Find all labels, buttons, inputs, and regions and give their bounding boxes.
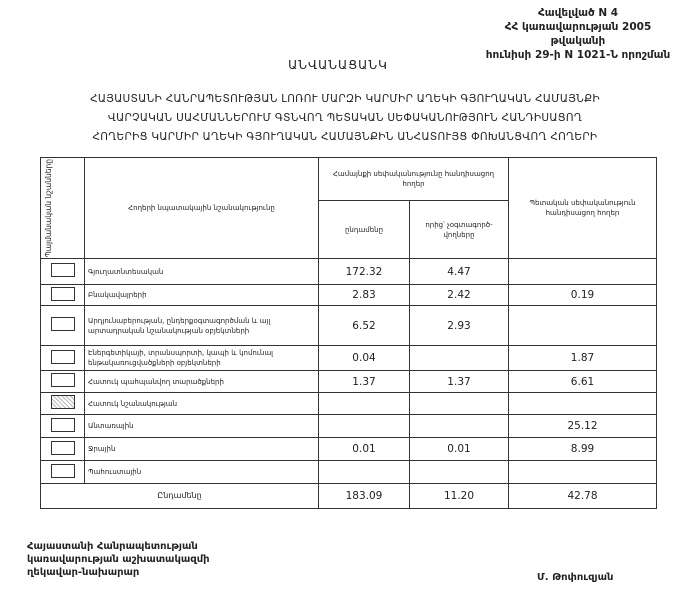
header-symbols [41, 158, 85, 259]
table-row [41, 461, 657, 484]
legend-symbol-cell [41, 371, 85, 393]
signatory-position [27, 540, 210, 579]
totals-state: 42.78 [509, 484, 657, 509]
row-unused: 2.93 [410, 306, 509, 346]
legend-symbol-cell [41, 438, 85, 461]
header-community: Համայնքի սեփականությունը հանդիսացող հողեր [319, 158, 509, 201]
row-total: 172.32 [319, 259, 410, 285]
table-row [41, 306, 657, 346]
totals-unused: 11.20 [410, 484, 509, 509]
position-line: Հայաստանի Հանրապետության [27, 541, 198, 552]
row-state: 25.12 [509, 415, 657, 438]
legend-symbol-cell [41, 285, 85, 306]
row-state: 1.87 [509, 346, 657, 371]
table-row [41, 285, 657, 306]
row-total [319, 393, 410, 415]
row-label: Պահուստային [85, 461, 319, 484]
row-total: 0.04 [319, 346, 410, 371]
table-row [41, 415, 657, 438]
row-total: 6.52 [319, 306, 410, 346]
legend-symbol-icon [51, 418, 75, 432]
legend-symbol-cell [41, 393, 85, 415]
document-subtitle [30, 90, 660, 147]
legend-symbol-icon [51, 317, 75, 331]
row-unused: 2.42 [410, 285, 509, 306]
table-row [41, 371, 657, 393]
header-line: հունիսի 29-ի N 1021-Ն որոշման [485, 49, 671, 61]
row-state [509, 259, 657, 285]
totals-label: Ընդամենը [41, 484, 319, 509]
row-unused [410, 461, 509, 484]
row-unused [410, 415, 509, 438]
row-state [509, 393, 657, 415]
appendix-header [480, 6, 676, 62]
header-purpose: Հողերի նպատակային նշանակությունը [85, 158, 319, 259]
row-label: Անտառային [85, 415, 319, 438]
table-row [41, 259, 657, 285]
row-total: 1.37 [319, 371, 410, 393]
row-state [509, 306, 657, 346]
legend-symbol-icon [51, 263, 75, 277]
legend-symbol-cell [41, 306, 85, 346]
row-total [319, 461, 410, 484]
header-state: Պետական սեփականություն հանդիսացող հողեր [509, 158, 657, 259]
row-total: 2.83 [319, 285, 410, 306]
header-unused: որից՝ չօգտագործ-վողները [410, 201, 509, 259]
legend-symbol-cell [41, 415, 85, 438]
totals-total: 183.09 [319, 484, 410, 509]
row-unused: 0.01 [410, 438, 509, 461]
row-unused [410, 346, 509, 371]
table-row [41, 438, 657, 461]
totals-row [41, 484, 657, 509]
legend-symbol-icon [51, 395, 75, 409]
header-line: ՀՀ կառավարության 2005 թվականի [504, 21, 652, 47]
subtitle-line: ՎԱՐՉԱԿԱՆ ՍԱՀՄԱՆՆԵՐՈՒՄ ԳՏՆՎՈՂ ՊԵՏԱԿԱՆ ՍԵՓԱԿԱՆՈՒԹՅՈՒՆ ՀԱՆԴԻՍԱՑՈՂ [107, 112, 583, 124]
row-total [319, 415, 410, 438]
signatory-name: Մ. Թոփուզյան [537, 572, 614, 583]
legend-symbol-cell [41, 461, 85, 484]
row-label: Հատուկ պահպանվող տարածքների [85, 371, 319, 393]
row-state: 0.19 [509, 285, 657, 306]
row-label: Արդյունաբերության, ընդերքօգտագործման և այլ արտադրական նշանակության օբյեկտների [85, 306, 319, 346]
row-unused: 1.37 [410, 371, 509, 393]
legend-symbol-icon [51, 287, 75, 301]
document-title: ԱՆՎԱՆԱՑԱՆԿ [288, 58, 388, 72]
legend-symbol-icon [51, 350, 75, 364]
table-row [41, 346, 657, 371]
row-label: Գյուղատնտեսական [85, 259, 319, 285]
subtitle-line: ՀՈՂԵՐԻՑ ԿԱՐՄԻՐ ԱՂԵԿԻ ԳՅՈՒՂԱԿԱՆ ՀԱՄԱՅՆՔԻՆ ԱՆՀԱՏՈՒՅՑ ՓՈԽԱՆՑՎՈՂ ՀՈՂԵՐԻ [92, 131, 598, 143]
subtitle-line: ՀԱՅԱՍՏԱՆԻ ՀԱՆՐԱՊԵՏՈՒԹՅԱՆ ԼՈՌՈՒ ՄԱՐԶԻ ԿԱՐՄԻՐ ԱՂԵԿԻ ԳՅՈՒՂԱԿԱՆ ՀԱՄԱՅՆՔԻ [90, 93, 600, 105]
header-total: ընդամենը [319, 201, 410, 259]
legend-symbol-cell [41, 259, 85, 285]
row-unused [410, 393, 509, 415]
legend-symbol-icon [51, 373, 75, 387]
row-label: Բնակավայրերի [85, 285, 319, 306]
row-unused: 4.47 [410, 259, 509, 285]
land-table [40, 157, 657, 509]
row-total: 0.01 [319, 438, 410, 461]
header-symbols-text: Պայմանական նշանները [44, 158, 53, 258]
table-row [41, 393, 657, 415]
header-line: Հավելված N 4 [537, 7, 619, 19]
row-label: Էներգետիկայի, տրանսպորտի, կապի և կոմունալ ենթակառուցվածքների օբյեկտների [85, 346, 319, 371]
legend-symbol-icon [51, 441, 75, 455]
row-label: Հատուկ նշանակության [85, 393, 319, 415]
legend-symbol-icon [51, 464, 75, 478]
position-line: ղեկավար-նախարար [27, 567, 140, 578]
position-line: կառավարության աշխատակազմի [27, 554, 210, 565]
row-label: Ջրային [85, 438, 319, 461]
row-state: 6.61 [509, 371, 657, 393]
row-state [509, 461, 657, 484]
legend-symbol-cell [41, 346, 85, 371]
row-state: 8.99 [509, 438, 657, 461]
